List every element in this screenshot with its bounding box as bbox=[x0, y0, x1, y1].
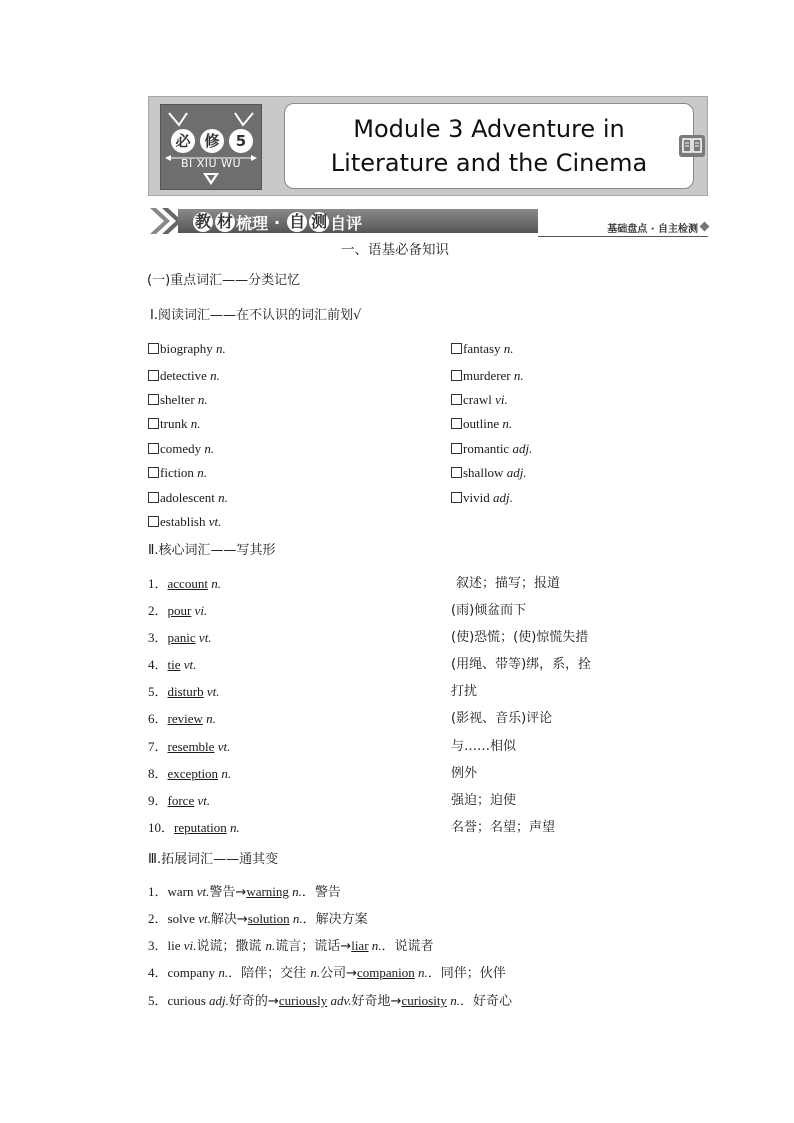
item-number: 3． bbox=[148, 630, 168, 645]
extend-row bbox=[148, 911, 368, 928]
part-of-speech: n. bbox=[446, 993, 460, 1008]
part-of-speech: vi. bbox=[183, 938, 197, 953]
vocab-row bbox=[148, 514, 221, 530]
part-of-speech: vt. bbox=[183, 657, 197, 672]
answer-word: companion bbox=[356, 965, 415, 980]
part-of-speech: vi. bbox=[194, 603, 208, 618]
chinese-gloss: ．好奇心 bbox=[459, 994, 512, 1009]
part-of-speech: n. bbox=[414, 965, 428, 980]
part-of-speech: n. bbox=[206, 711, 216, 726]
item-number: 5． bbox=[148, 684, 168, 699]
part-of-speech: n. bbox=[265, 938, 276, 953]
base-word: company bbox=[167, 965, 219, 980]
checkbox[interactable] bbox=[451, 443, 462, 454]
triangle-down-icon bbox=[201, 171, 221, 187]
section-label-char: 材 bbox=[216, 212, 233, 231]
part-of-speech: vt. bbox=[217, 739, 231, 754]
vocab-row bbox=[148, 392, 208, 408]
part-of-speech: n. bbox=[218, 965, 229, 980]
core-row bbox=[148, 711, 216, 727]
core-row bbox=[148, 820, 240, 836]
core-word: panic bbox=[167, 630, 196, 645]
vocab-row bbox=[451, 441, 532, 457]
vocab-row bbox=[451, 490, 513, 506]
vocab-word: crawl bbox=[463, 392, 492, 407]
core-meaning: 与……相似 bbox=[451, 739, 517, 754]
item-number: 2． bbox=[148, 603, 168, 618]
reading-heading: Ⅰ.阅读词汇——在不认识的词汇前划√ bbox=[150, 308, 362, 323]
part-of-speech: n. bbox=[513, 368, 524, 383]
part-of-speech: adj. bbox=[209, 993, 229, 1008]
chinese-gloss: 谎言；谎话→ bbox=[275, 939, 352, 954]
part-of-speech: n. bbox=[368, 938, 382, 953]
core-row bbox=[148, 739, 230, 755]
vocab-word: comedy bbox=[160, 441, 202, 456]
chinese-gloss: 警告→ bbox=[209, 885, 247, 900]
part-of-speech: adj. bbox=[492, 490, 513, 505]
checkbox[interactable] bbox=[148, 516, 159, 527]
checkbox[interactable] bbox=[451, 467, 462, 478]
part-of-speech: n. bbox=[229, 820, 240, 835]
badge-characters bbox=[171, 127, 253, 155]
vocab-row bbox=[148, 341, 226, 357]
core-meaning: (雨)倾盆而下 bbox=[451, 603, 527, 618]
item-number: 10． bbox=[148, 820, 175, 835]
item-number: 7． bbox=[148, 739, 168, 754]
vocab-row bbox=[148, 490, 228, 506]
section-subtitle: 基础盘点 · 自主检测 bbox=[607, 224, 698, 235]
part-of-speech: vt. bbox=[208, 514, 222, 529]
base-word: warn bbox=[167, 884, 197, 899]
part-of-speech: n. bbox=[310, 965, 321, 980]
vocab-row bbox=[148, 368, 220, 384]
vocab-row bbox=[451, 465, 527, 481]
vocab-word: establish bbox=[160, 514, 206, 529]
corner-decoration-left bbox=[167, 111, 189, 127]
chinese-gloss: 好奇的→ bbox=[228, 994, 279, 1009]
core-word: resemble bbox=[167, 739, 215, 754]
badge-char: 必 bbox=[171, 129, 195, 153]
part-of-speech: n. bbox=[221, 766, 232, 781]
item-number: 1． bbox=[148, 576, 168, 591]
part-of-speech: vt. bbox=[196, 884, 210, 899]
vocab-word: detective bbox=[160, 368, 207, 383]
core-word: tie bbox=[167, 657, 181, 672]
corner-decoration-right bbox=[233, 111, 255, 127]
book-icon bbox=[679, 135, 705, 157]
answer-word: curiously bbox=[278, 993, 328, 1008]
section-label-text: 梳理 bbox=[236, 213, 269, 233]
section-label-char: 教 bbox=[194, 212, 211, 231]
part-of-speech: vi. bbox=[495, 392, 508, 407]
vocab-word: fiction bbox=[160, 465, 194, 480]
part-of-speech: n. bbox=[218, 490, 228, 505]
core-row bbox=[148, 766, 231, 782]
chinese-gloss: ．陪伴；交往 bbox=[228, 966, 311, 981]
core-row bbox=[148, 684, 220, 700]
item-number: 9． bbox=[148, 793, 168, 808]
badge-char: 5 bbox=[229, 129, 253, 153]
part-of-speech: vt. bbox=[198, 911, 211, 926]
title-line-1: Module 3 Adventure in bbox=[353, 115, 625, 143]
chinese-gloss: ．解决方案 bbox=[302, 912, 368, 927]
part-of-speech: n. bbox=[210, 368, 220, 383]
sub-heading: (一)重点词汇——分类记忆 bbox=[147, 273, 301, 288]
core-word: account bbox=[167, 576, 208, 591]
part-of-speech: vt. bbox=[206, 684, 220, 699]
item-number: 6． bbox=[148, 711, 168, 726]
checkbox[interactable] bbox=[148, 343, 159, 354]
vocab-row bbox=[451, 368, 524, 384]
part-of-speech: n. bbox=[211, 576, 221, 591]
core-word: pour bbox=[167, 603, 192, 618]
chinese-gloss: ．说谎者 bbox=[381, 939, 434, 954]
item-number: 3． bbox=[148, 938, 168, 953]
extend-heading: Ⅲ.拓展词汇——通其变 bbox=[148, 852, 279, 867]
section-label-dot: · bbox=[274, 212, 281, 232]
answer-word: curiosity bbox=[401, 993, 447, 1008]
part-of-speech: adj. bbox=[512, 441, 533, 456]
vocab-row bbox=[148, 416, 200, 432]
section-label-text: 自评 bbox=[330, 213, 363, 233]
checkbox[interactable] bbox=[451, 492, 462, 503]
core-row bbox=[148, 793, 210, 809]
part-of-speech: vt. bbox=[198, 630, 212, 645]
answer-word: liar bbox=[351, 938, 369, 953]
part-of-speech: n. bbox=[289, 911, 303, 926]
checkbox[interactable] bbox=[148, 443, 159, 454]
checkbox[interactable] bbox=[148, 492, 159, 503]
item-number: 8． bbox=[148, 766, 168, 781]
core-meaning: (使)恐慌；(使)惊慌失措 bbox=[451, 630, 589, 645]
part-heading: 一、语基必备知识 bbox=[341, 242, 449, 258]
core-meaning: (用绳、带等)绑，系，拴 bbox=[451, 657, 592, 672]
part-of-speech: adv. bbox=[327, 993, 352, 1008]
core-meaning: 例外 bbox=[451, 766, 478, 781]
core-meaning: 打扰 bbox=[451, 684, 478, 699]
part-of-speech: n. bbox=[502, 416, 513, 431]
chinese-gloss: 公司→ bbox=[320, 966, 357, 981]
vocab-word: romantic bbox=[463, 441, 510, 456]
core-row bbox=[148, 657, 196, 673]
module-title bbox=[284, 103, 694, 189]
vocab-word: murderer bbox=[463, 368, 511, 383]
part-of-speech: n. bbox=[503, 341, 514, 356]
base-word: solve bbox=[167, 911, 199, 926]
extend-row bbox=[148, 965, 506, 982]
part-of-speech: n. bbox=[288, 884, 302, 899]
part-of-speech: n. bbox=[190, 416, 201, 431]
core-meaning: (影视、音乐)评论 bbox=[451, 711, 553, 726]
section-label-char: 测 bbox=[311, 212, 328, 231]
badge-char: 修 bbox=[200, 129, 224, 153]
section-label-char: 自 bbox=[289, 212, 306, 231]
core-word: force bbox=[167, 793, 195, 808]
checkbox[interactable] bbox=[148, 467, 159, 478]
section-label bbox=[192, 210, 362, 234]
title-line-2: Literature and the Cinema bbox=[330, 149, 648, 177]
core-meaning: 强迫；迫使 bbox=[451, 793, 517, 808]
answer-word: solution bbox=[247, 911, 290, 926]
part-of-speech: n. bbox=[204, 441, 215, 456]
course-badge bbox=[160, 104, 262, 190]
vocab-word: vivid bbox=[463, 490, 490, 505]
checkbox[interactable] bbox=[148, 418, 159, 429]
vocab-word: adolescent bbox=[160, 490, 215, 505]
vocab-word: outline bbox=[463, 416, 500, 431]
core-row bbox=[148, 576, 221, 592]
vocab-word: fantasy bbox=[463, 341, 501, 356]
vocab-row bbox=[451, 392, 508, 408]
vocab-row bbox=[451, 416, 512, 432]
extend-row bbox=[148, 884, 341, 901]
extend-row bbox=[148, 993, 512, 1010]
checkbox[interactable] bbox=[148, 394, 159, 405]
vocab-row bbox=[451, 341, 514, 357]
part-of-speech: adj. bbox=[506, 465, 527, 480]
core-word: reputation bbox=[174, 820, 227, 835]
part-of-speech: n. bbox=[215, 341, 226, 356]
vocab-word: shallow bbox=[463, 465, 504, 480]
diamond-icon bbox=[700, 222, 710, 232]
vocab-word: biography bbox=[160, 341, 213, 356]
chinese-gloss: ．同伴；伙伴 bbox=[427, 966, 506, 981]
checkbox[interactable] bbox=[451, 418, 462, 429]
core-row bbox=[148, 630, 212, 646]
chinese-gloss: ．警告 bbox=[301, 885, 341, 900]
extend-row bbox=[148, 938, 434, 955]
checkbox[interactable] bbox=[451, 343, 462, 354]
base-word: lie bbox=[167, 938, 184, 953]
item-number: 5． bbox=[148, 993, 168, 1008]
core-word: exception bbox=[167, 766, 219, 781]
part-of-speech: n. bbox=[197, 392, 208, 407]
checkbox[interactable] bbox=[148, 370, 159, 381]
core-meaning: 名誉；名望；声望 bbox=[451, 820, 556, 835]
part-of-speech: n. bbox=[197, 465, 207, 480]
vocab-row bbox=[148, 441, 214, 457]
chinese-gloss: 说谎；撒谎 bbox=[196, 939, 266, 954]
badge-pinyin: BI XIU WU bbox=[180, 157, 242, 170]
answer-word: warning bbox=[246, 884, 289, 899]
core-word: review bbox=[167, 711, 203, 726]
part-of-speech: vt. bbox=[197, 793, 211, 808]
core-heading: Ⅱ.核心词汇——写其形 bbox=[148, 543, 276, 558]
core-row bbox=[148, 603, 207, 619]
core-word: disturb bbox=[167, 684, 204, 699]
item-number: 1． bbox=[148, 884, 168, 899]
chinese-gloss: 好奇地→ bbox=[351, 994, 402, 1009]
vocab-row bbox=[148, 465, 207, 481]
base-word: curious bbox=[167, 993, 210, 1008]
chinese-gloss: 解决→ bbox=[210, 912, 248, 927]
core-meaning: 叙述；描写；报道 bbox=[456, 576, 561, 591]
item-number: 4． bbox=[148, 657, 168, 672]
checkbox[interactable] bbox=[451, 394, 462, 405]
vocab-word: shelter bbox=[160, 392, 195, 407]
checkbox[interactable] bbox=[451, 370, 462, 381]
section-bar bbox=[148, 206, 708, 238]
item-number: 2． bbox=[148, 911, 168, 926]
vocab-word: trunk bbox=[160, 416, 188, 431]
item-number: 4． bbox=[148, 965, 168, 980]
section-rule bbox=[538, 236, 708, 237]
